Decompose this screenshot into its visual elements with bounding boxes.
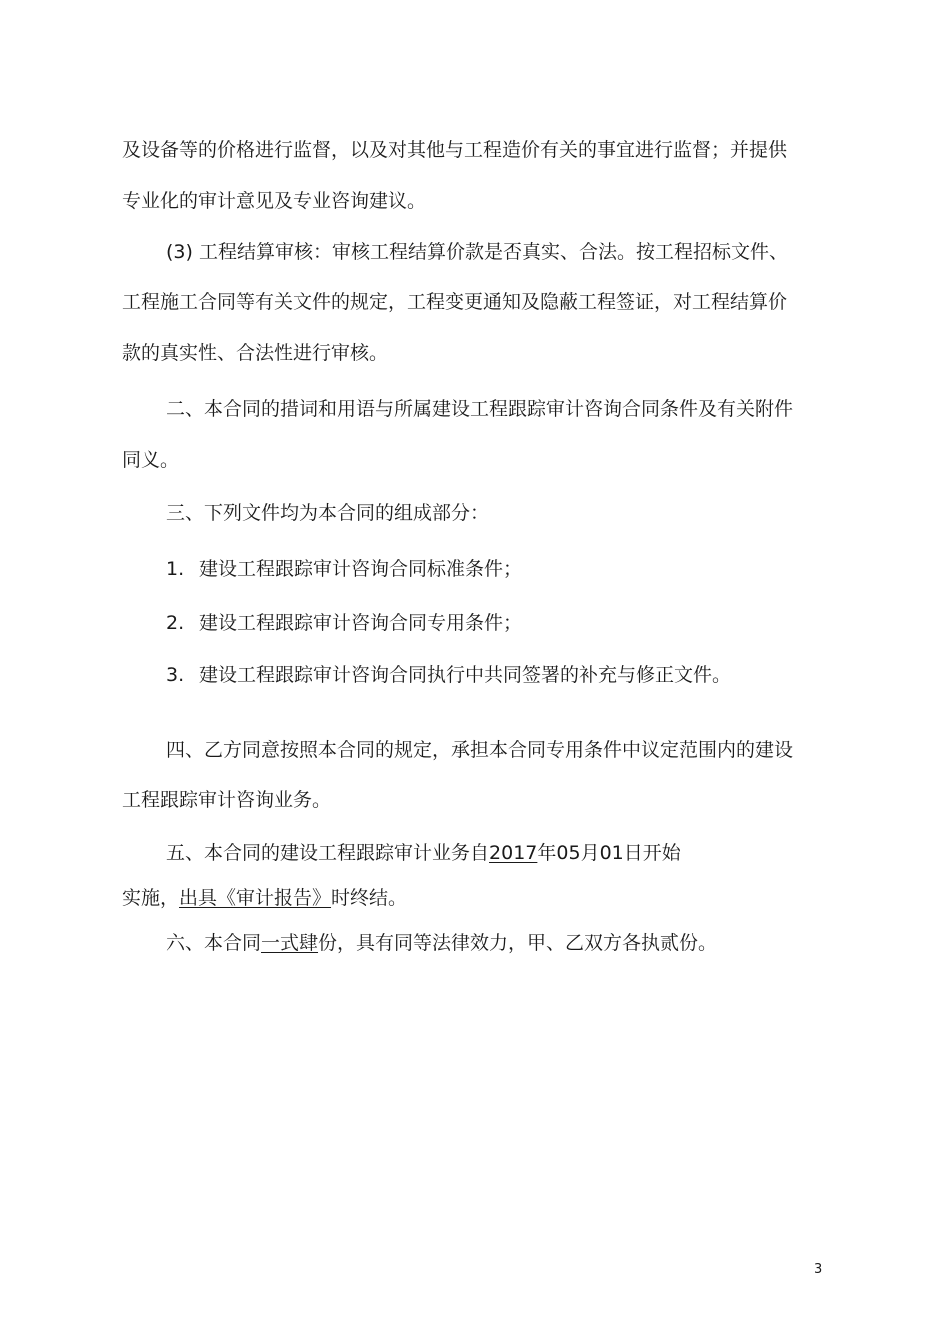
clause2-line-1: 二、本合同的措词和用语与所属建设工程跟踪审计咨询合同条件及有关附件: [166, 398, 794, 420]
list-item-number: 2.: [166, 612, 185, 634]
list-item: [166, 663, 731, 687]
list-item-number: 3.: [166, 664, 185, 686]
list-item-text: 建设工程跟踪审计咨询合同标准条件；: [199, 558, 523, 580]
clause5-prefix: 五、本合同的建设工程跟踪审计业务自: [166, 842, 490, 864]
clause2-line-2: 同义。: [122, 449, 180, 471]
clause5-year-unit: 年: [537, 842, 557, 864]
clause5-month: 05: [556, 842, 581, 864]
list-item-number: 1.: [166, 558, 185, 580]
clause5-line-2: [122, 886, 407, 910]
clause5-line-1: [166, 841, 681, 865]
list-item: [166, 557, 522, 581]
clause5-line2-prefix: 实施，: [122, 887, 180, 909]
clause5-end-condition: 出具《审计报告》: [179, 887, 332, 909]
clause4-line-2: 工程跟踪审计咨询业务。: [122, 789, 332, 811]
clause5-month-unit: 月: [580, 842, 600, 864]
page-number: 3: [814, 1262, 823, 1277]
clause5-day-unit: 日开始: [623, 842, 681, 864]
clause3-heading: 三、下列文件均为本合同的组成部分：: [166, 502, 490, 524]
clause4-line-1: 四、乙方同意按照本合同的规定，承担本合同专用条件中议定范围内的建设: [166, 739, 794, 761]
clause6-prefix: 六、本合同: [166, 932, 262, 954]
clause6-line: [166, 931, 717, 955]
list-item-text: 建设工程跟踪审计咨询合同执行中共同签署的补充与修正文件。: [199, 664, 732, 686]
clause5-line2-suffix: 时终结。: [331, 887, 408, 909]
clause5-day: 01: [599, 842, 624, 864]
continuation-line-2: 专业化的审计意见及专业咨询建议。: [122, 190, 427, 212]
list-item: [166, 611, 522, 635]
list-item-text: 建设工程跟踪审计咨询合同专用条件；: [199, 612, 523, 634]
clause6-copies: 一式肆: [261, 932, 319, 954]
item3-line-2: 工程施工合同等有关文件的规定，工程变更通知及隐蔽工程签证，对工程结算价: [122, 291, 788, 313]
item3-line-3: 款的真实性、合法性进行审核。: [122, 342, 389, 364]
continuation-line-1: 及设备等的价格进行监督，以及对其他与工程造价有关的事宜进行监督；并提供: [122, 139, 788, 161]
clause6-suffix: 份，具有同等法律效力，甲、乙双方各执贰份。: [318, 932, 718, 954]
item3-line-1: (3) 工程结算审核：审核工程结算价款是否真实、合法。按工程招标文件、: [166, 241, 788, 263]
clause5-year: 2017: [489, 842, 538, 864]
